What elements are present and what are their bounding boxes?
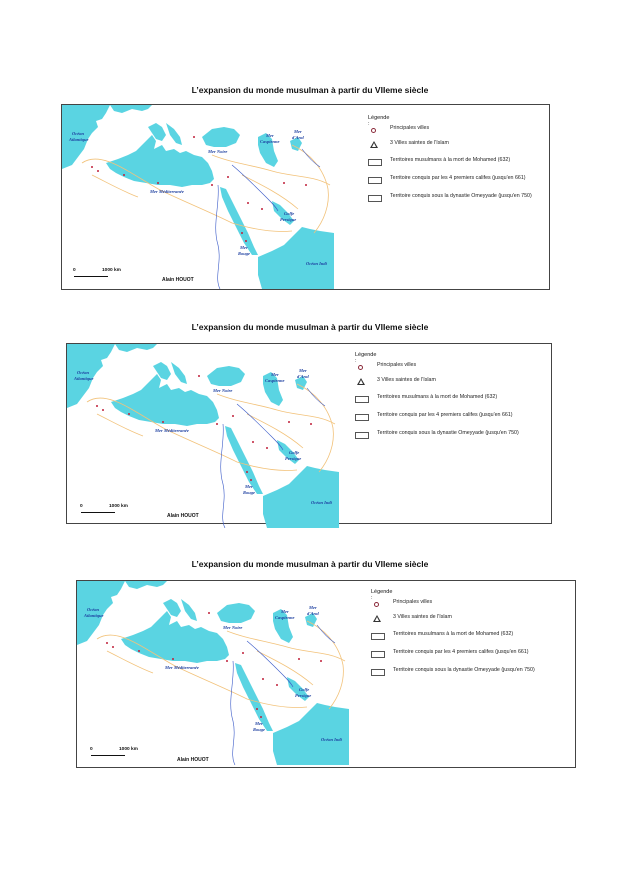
border-4 (257, 651, 313, 685)
legend-item (368, 157, 568, 167)
city-marker (227, 176, 229, 178)
label-red-sea-2: Rouge (243, 490, 256, 495)
city-dot-icon (371, 128, 376, 133)
city-marker (216, 423, 218, 425)
legend-label: Territoire conquis par les 4 premiers califes (jusqu'en 661) (390, 175, 526, 181)
legend-swatch (355, 414, 369, 421)
north-sea-strip (115, 344, 157, 352)
city-marker (283, 182, 285, 184)
adriatic-sea (171, 362, 187, 384)
label-caspian-2: Caspienne (275, 615, 295, 620)
label-black-sea: Mer Noire (208, 149, 228, 154)
label-red-sea-1: Mer (255, 721, 263, 726)
city-marker (193, 136, 195, 138)
legend-label: Territoire conquis sous la dynastie Omeyyade (jusqu'en 750) (393, 667, 535, 673)
city-marker (252, 441, 254, 443)
label-gulf-1: Golfe (299, 687, 310, 692)
mediterranean-sea (111, 374, 219, 426)
legend-item (371, 649, 571, 659)
map-slot (77, 581, 349, 765)
legend-item (368, 193, 568, 203)
city-marker (266, 447, 268, 449)
map-frame (61, 104, 550, 290)
red-sea (225, 426, 263, 494)
label-red-sea-1: Mer (240, 245, 248, 250)
indian-ocean (258, 227, 334, 289)
map-panel (0, 80, 620, 300)
legend-item (371, 614, 571, 624)
triangle-icon (357, 378, 365, 385)
label-mediterranean: Mer Méditerranée (155, 428, 189, 433)
city-marker (157, 182, 159, 184)
label-mediterranean: Mer Méditerranée (150, 189, 184, 194)
indian-ocean (263, 466, 339, 528)
scale-end: 1000 km (102, 268, 121, 273)
author-credit: Alain HOUOT (167, 513, 199, 519)
label-aral-2: d'Aral (297, 374, 309, 379)
label-caspian-2: Caspienne (265, 378, 285, 383)
author-credit: Alain HOUOT (162, 277, 194, 283)
label-red-sea-2: Rouge (253, 727, 266, 732)
scale-line (74, 276, 108, 277)
label-atlantic-2: Atlantique (74, 376, 94, 381)
panel-title: L’expansion du monde musulman à partir du VIIeme siècle (191, 85, 429, 95)
city-marker (211, 184, 213, 186)
nile-river (221, 424, 225, 528)
label-caspian-1: Mer (281, 609, 289, 614)
city-marker (226, 660, 228, 662)
legend-item (355, 412, 555, 422)
scale-line (81, 512, 115, 513)
panel-title: L’expansion du monde musulman à partir du VIIeme siècle (191, 559, 429, 569)
city-marker (250, 479, 252, 481)
label-aral-1: Mer (309, 605, 317, 610)
legend-swatch (371, 669, 385, 676)
city-marker (298, 658, 300, 660)
legend-label: Territoire conquis par les 4 premiers califes (jusqu'en 661) (393, 649, 529, 655)
black-sea (202, 127, 240, 147)
legend-item (368, 140, 568, 150)
legend-label: Territoire conquis sous la dynastie Omeyyade (jusqu'en 750) (377, 430, 519, 436)
legend-item (371, 631, 571, 641)
legend-heading: Légende : (371, 589, 393, 601)
cities (106, 612, 322, 718)
label-red-sea-1: Mer (245, 484, 253, 489)
map-slot (62, 105, 334, 289)
legend-label: 3 Villes saintes de l'Islam (393, 614, 452, 620)
city-marker (232, 415, 234, 417)
city-marker (162, 421, 164, 423)
legend-label: Territoire conquis sous la dynastie Omeyyade (jusqu'en 750) (390, 193, 532, 199)
city-marker (91, 166, 93, 168)
label-gulf-2: Persique (280, 217, 297, 222)
city-marker (128, 413, 130, 415)
label-caspian-1: Mer (266, 133, 274, 138)
map-panel (0, 554, 620, 774)
nile-river (216, 185, 220, 289)
legend-item (355, 394, 555, 404)
city-marker (320, 660, 322, 662)
tigris-euphrates (247, 641, 293, 687)
label-atlantic-2: Atlantique (69, 137, 89, 142)
legend-label: Principales villes (393, 599, 433, 605)
city-marker (310, 423, 312, 425)
nile-river (231, 661, 235, 765)
mediterranean-sea (121, 611, 229, 663)
city-marker (96, 405, 98, 407)
label-indian: Océan Indi (306, 261, 327, 266)
legend-heading: Légende : (368, 115, 390, 127)
legend-swatch (368, 159, 382, 166)
label-black-sea: Mer Noire (213, 388, 233, 393)
city-marker (172, 658, 174, 660)
legend-heading: Légende : (355, 352, 377, 364)
legend-label: Principales villes (390, 125, 430, 131)
legend-label: Territoires musulmans à la mort de Mohamed (632) (390, 157, 511, 163)
legend-label: 3 Villes saintes de l'Islam (390, 140, 449, 146)
north-sea-strip (110, 105, 152, 113)
adriatic-sea (181, 599, 197, 621)
label-aral-1: Mer (299, 368, 307, 373)
city-dot-icon (358, 365, 363, 370)
city-marker (260, 716, 262, 718)
city-marker (242, 652, 244, 654)
legend-item (371, 667, 571, 677)
scale-end: 1000 km (109, 504, 128, 509)
border-4 (247, 414, 303, 448)
legend-item (355, 362, 555, 372)
black-sea (217, 603, 255, 623)
city-marker (102, 409, 104, 411)
scale-line (91, 755, 125, 756)
legend-label: Principales villes (377, 362, 417, 368)
legend-label: Territoires musulmans à la mort de Mohamed (632) (377, 394, 498, 400)
city-marker (97, 170, 99, 172)
scale-start: 0 (90, 747, 93, 752)
city-marker (241, 232, 243, 234)
legend-swatch (355, 432, 369, 439)
legend-label: Territoire conquis par les 4 premiers califes (jusqu'en 661) (377, 412, 513, 418)
city-marker (112, 646, 114, 648)
city-marker (245, 240, 247, 242)
legend-item (368, 125, 568, 135)
map-svg (67, 344, 339, 528)
border-3 (307, 621, 343, 709)
label-red-sea-2: Rouge (238, 251, 251, 256)
legend-item (368, 175, 568, 185)
adriatic-sea (166, 123, 182, 145)
label-gulf-2: Persique (285, 456, 302, 461)
city-marker (305, 184, 307, 186)
label-aral-1: Mer (294, 129, 302, 134)
author-credit: Alain HOUOT (177, 757, 209, 763)
map-frame (76, 580, 576, 768)
map-svg (77, 581, 349, 765)
red-sea (220, 187, 258, 255)
label-atlantic-1: Océan (72, 131, 84, 136)
city-marker (208, 612, 210, 614)
label-caspian-1: Mer (271, 372, 279, 377)
legend-label: Territoires musulmans à la mort de Mohamed (632) (393, 631, 514, 637)
triangle-icon (373, 615, 381, 622)
scale-start: 0 (73, 268, 76, 273)
scale-end: 1000 km (119, 747, 138, 752)
north-sea-strip (125, 581, 167, 589)
border-3 (292, 145, 328, 233)
tigris-euphrates (232, 165, 278, 211)
city-marker (198, 375, 200, 377)
label-gulf-2: Persique (295, 693, 312, 698)
label-indian: Océan Indi (321, 737, 342, 742)
map-svg (62, 105, 334, 289)
city-marker (276, 684, 278, 686)
map-slot (67, 344, 339, 523)
scale-start: 0 (80, 504, 83, 509)
label-aral-2: d'Aral (307, 611, 319, 616)
city-marker (106, 642, 108, 644)
tigris-euphrates (237, 404, 283, 450)
city-dot-icon (374, 602, 379, 607)
city-marker (288, 421, 290, 423)
legend-swatch (368, 177, 382, 184)
legend-label: 3 Villes saintes de l'Islam (377, 377, 436, 383)
label-indian: Océan Indi (311, 500, 332, 505)
label-mediterranean: Mer Méditerranée (165, 665, 199, 670)
city-marker (247, 202, 249, 204)
label-gulf-1: Golfe (284, 211, 295, 216)
legend-swatch (355, 396, 369, 403)
cities (91, 136, 307, 242)
mediterranean-sea (106, 135, 214, 187)
label-atlantic-1: Océan (77, 370, 89, 375)
legend-swatch (371, 633, 385, 640)
city-marker (256, 708, 258, 710)
cities (96, 375, 312, 481)
city-marker (262, 678, 264, 680)
panel-title: L’expansion du monde musulman à partir du VIIeme siècle (191, 322, 429, 332)
border-4 (242, 175, 298, 209)
map-frame (66, 343, 552, 524)
legend-item (371, 599, 571, 609)
label-aral-2: d'Aral (292, 135, 304, 140)
legend-item (355, 377, 555, 387)
map-panel (0, 317, 620, 537)
triangle-icon (370, 141, 378, 148)
city-marker (138, 650, 140, 652)
label-gulf-1: Golfe (289, 450, 300, 455)
label-caspian-2: Caspienne (260, 139, 280, 144)
red-sea (235, 663, 273, 731)
city-marker (261, 208, 263, 210)
label-black-sea: Mer Noire (223, 625, 243, 630)
black-sea (207, 366, 245, 386)
city-marker (123, 174, 125, 176)
legend-swatch (368, 195, 382, 202)
border-3 (297, 384, 333, 472)
city-marker (246, 471, 248, 473)
legend-swatch (371, 651, 385, 658)
legend-item (355, 430, 555, 440)
indian-ocean (273, 703, 349, 765)
label-atlantic-1: Océan (87, 607, 99, 612)
label-atlantic-2: Atlantique (84, 613, 104, 618)
